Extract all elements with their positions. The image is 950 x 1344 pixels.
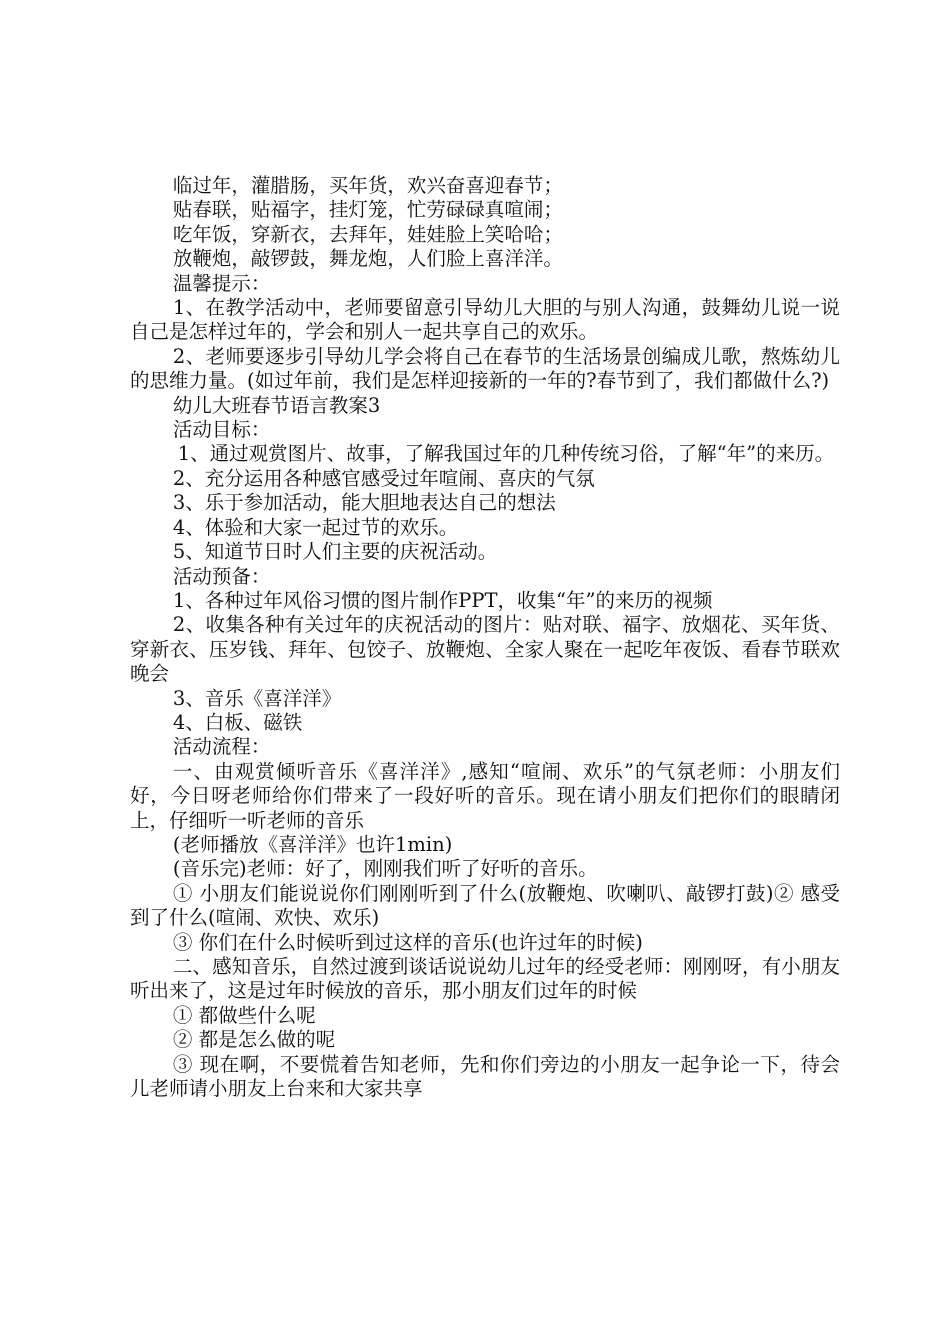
goal-item: 5、知道节日时人们主要的庆祝活动。 bbox=[172, 540, 498, 564]
tip-paragraph: 2、老师要逐步引导幼儿学会将自己在春节的生活场景创编成儿歌，熬炼幼儿的思维力量。(如过年前，我们是怎样迎接新的一年的?春节到了，我们都做什么?) bbox=[130, 344, 840, 393]
prep-item: 4、白板、磁铁 bbox=[172, 710, 303, 734]
poem-line: 放鞭炮，敲锣鼓，舞龙炮，人们脸上喜洋洋。 bbox=[172, 247, 563, 271]
process-paragraph: 二、感知音乐，自然过渡到谈话说说幼儿过年的经受老师：刚刚呀，有小朋友听出来了，这是过年时候放的音乐，那小朋友们过年的时候 bbox=[130, 955, 840, 1003]
goal-item: 4、体验和大家一起过节的欢乐。 bbox=[172, 515, 459, 539]
prep-item: 2、收集各种有关过年的庆祝活动的图片：贴对联、福字、放烟花、买年货、穿新衣、压岁钱、拜年、包饺子、放鞭炮、全家人聚在一起吃年夜饭、看春节联欢晚会 bbox=[130, 613, 840, 686]
prep-item: 3、音乐《喜洋洋》 bbox=[172, 686, 342, 710]
goal-item: 1、通过观赏图片、故事，了解我国过年的几种传统习俗，了解“年”的来历。 bbox=[177, 442, 835, 466]
section-heading: 活动流程： bbox=[172, 735, 271, 759]
goal-item: 3、乐于参加活动，能大胆地表达自己的想法 bbox=[172, 491, 556, 515]
process-paragraph: (音乐完)老师：好了，刚刚我们听了好听的音乐。 bbox=[172, 857, 598, 881]
process-paragraph: ① 小朋友们能说说你们刚刚听到了什么(放鞭炮、吹喇叭、敲锣打鼓)② 感受到了什么(喧闹、欢快、欢乐) bbox=[130, 881, 840, 930]
section-heading: 活动预备： bbox=[172, 564, 271, 588]
process-paragraph: ① 都做些什么呢 bbox=[172, 1003, 316, 1027]
goal-item: 2、充分运用各种感官感受过年喧闹、喜庆的气氛 bbox=[172, 466, 595, 490]
process-paragraph: ② 都是怎么做的呢 bbox=[172, 1028, 336, 1052]
lesson-title: 幼儿大班春节语言教案3 bbox=[172, 393, 381, 417]
section-heading: 活动目标： bbox=[172, 418, 271, 442]
poem-line: 吃年饭，穿新衣，去拜年，娃娃脸上笑哈哈； bbox=[172, 222, 563, 246]
process-paragraph: (老师播放《喜洋洋》也许1min) bbox=[172, 832, 453, 856]
prep-item: 1、各种过年风俗习惯的图片制作PPT，收集“年”的来历的视频 bbox=[172, 588, 713, 612]
process-paragraph: ③ 现在啊，不要慌着告知老师，先和你们旁边的小朋友一起争论一下，待会儿老师请小朋友上台来和大家共享 bbox=[130, 1052, 840, 1101]
process-paragraph: ③ 你们在什么时候听到过这样的音乐(也许过年的时候) bbox=[172, 930, 643, 954]
document-body bbox=[130, 174, 840, 1101]
poem-line: 贴春联，贴福字，挂灯笼，忙劳碌碌真喧闹； bbox=[172, 198, 563, 222]
process-paragraph: 一、由观赏倾听音乐《喜洋洋》,感知“喧闹、欢乐”的气氛老师：小朋友们好，今日呀老师给你们带来了一段好听的音乐。现在请小朋友们把你们的眼睛闭上，仔细听一听老师的音乐 bbox=[130, 759, 840, 832]
poem-line: 临过年，灌腊肠，买年货，欢兴奋喜迎春节； bbox=[172, 174, 563, 197]
section-heading: 温馨提示： bbox=[172, 271, 271, 295]
tip-paragraph: 1、在教学活动中，老师要留意引导幼儿大胆的与别人沟通，鼓舞幼儿说一说自己是怎样过年的，学会和别人一起共享自己的欢乐。 bbox=[130, 296, 840, 344]
